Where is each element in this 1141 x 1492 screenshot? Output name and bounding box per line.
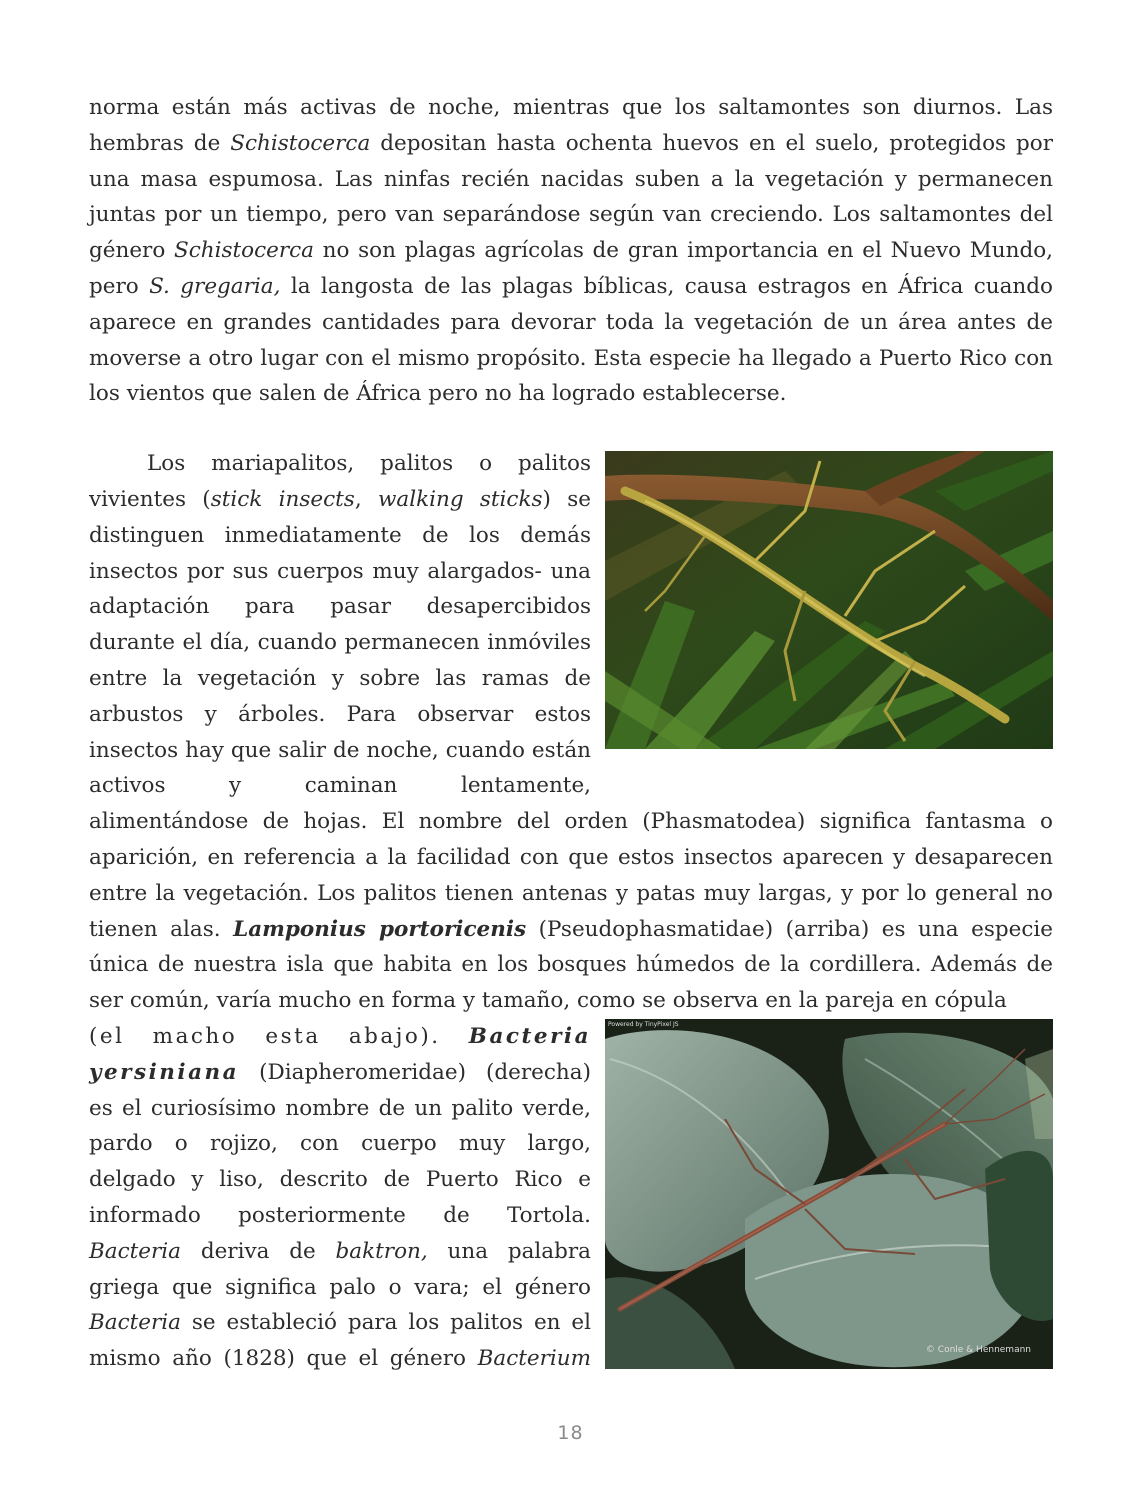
stick-insect-on-branch-image bbox=[605, 451, 1053, 749]
photo-credit-bottom: © Conle & Hennemann bbox=[925, 1344, 1031, 1355]
photo-credit-top: Powered by TinyPixel JS bbox=[608, 1020, 679, 1028]
paragraph-stick-insects-intro: Los mariapalitos, palitos o palitos vivientes (stick insects, walking sticks) se distinguen inmediatamente de los demás insectos por sus cuerpos muy alargados- una adaptación para pasar desapercibidos durante el día, cuando permanecen inmóviles entre la vegetación y sobre las ramas de arbustos y árboles. Para observar estos insectos hay que salir de noche, cuando están activos y caminan lentamente, bbox=[89, 451, 591, 799]
paragraph-schistocerca: norma están más activas de noche, mientras que los saltamontes son diurnos. Las hembras de Schistocerca depositan hasta ochenta huevos en el suelo, protegidos por una masa espumosa. Las ninfas recién nacidas suben a la vegetación y permanecen juntas por un tiempo, pero van separándose según van creciendo. Los saltamontes del género Schistocerca no son plagas agrícolas de gran importancia en el Nuevo Mundo, pero S. gregaria, la langosta de las plagas bíblicas, causa estragos en África cuando aparece en grandes cantidades para devorar toda la vegetación de un área antes de moverse a otro lugar con el mismo propósito. Esta especie ha llegado a Puerto Rico con los vientos que salen de África pero no ha logrado establecerse. bbox=[89, 95, 1053, 407]
stick-insect-on-leaves-image bbox=[605, 1019, 1053, 1369]
stick-insect-section bbox=[89, 446, 1053, 1377]
wrap-column-1 bbox=[89, 446, 591, 804]
paragraph-bacteria-yersiniana: (el macho esta abajo). Bacteria yersiniana (Diapheromeridae) (derecha) es el curiosísimo nombre de un palito verde, pardo o rojizo, con cuerpo muy largo, delgado y liso, descrito de Puerto Rico e informado posteriormente de Tortola. Bacteria deriva de baktron, una palabra griega que significa palo o vara; el género Bacteria se estableció para los palitos en el mismo año (1828) que el género Bacterium bbox=[89, 1023, 591, 1372]
bacteria-yersiniana-photo bbox=[605, 1019, 1053, 1369]
lamponius-photo bbox=[605, 451, 1053, 749]
bacteria-section bbox=[89, 1019, 1053, 1377]
wrap-column-2 bbox=[89, 1019, 591, 1377]
page-number: 18 bbox=[557, 1422, 584, 1444]
page-content bbox=[89, 90, 1053, 1377]
paragraph-stick-insects-continued: alimentándose de hojas. El nombre del orden (Phasmatodea) significa fantasma o aparición, en referencia a la facilidad con que estos insectos aparecen y desaparecen entre la vegetación. Los palitos tienen antenas y patas muy largas, y por lo general no tienen alas. Lamponius portoricenis (Pseudophasmatidae) (arriba) es una especie única de nuestra isla que habita en los bosques húmedos de la cordillera. Además de ser común, varía mucho en forma y tamaño, como se observa en la pareja en cópula bbox=[89, 809, 1053, 1014]
